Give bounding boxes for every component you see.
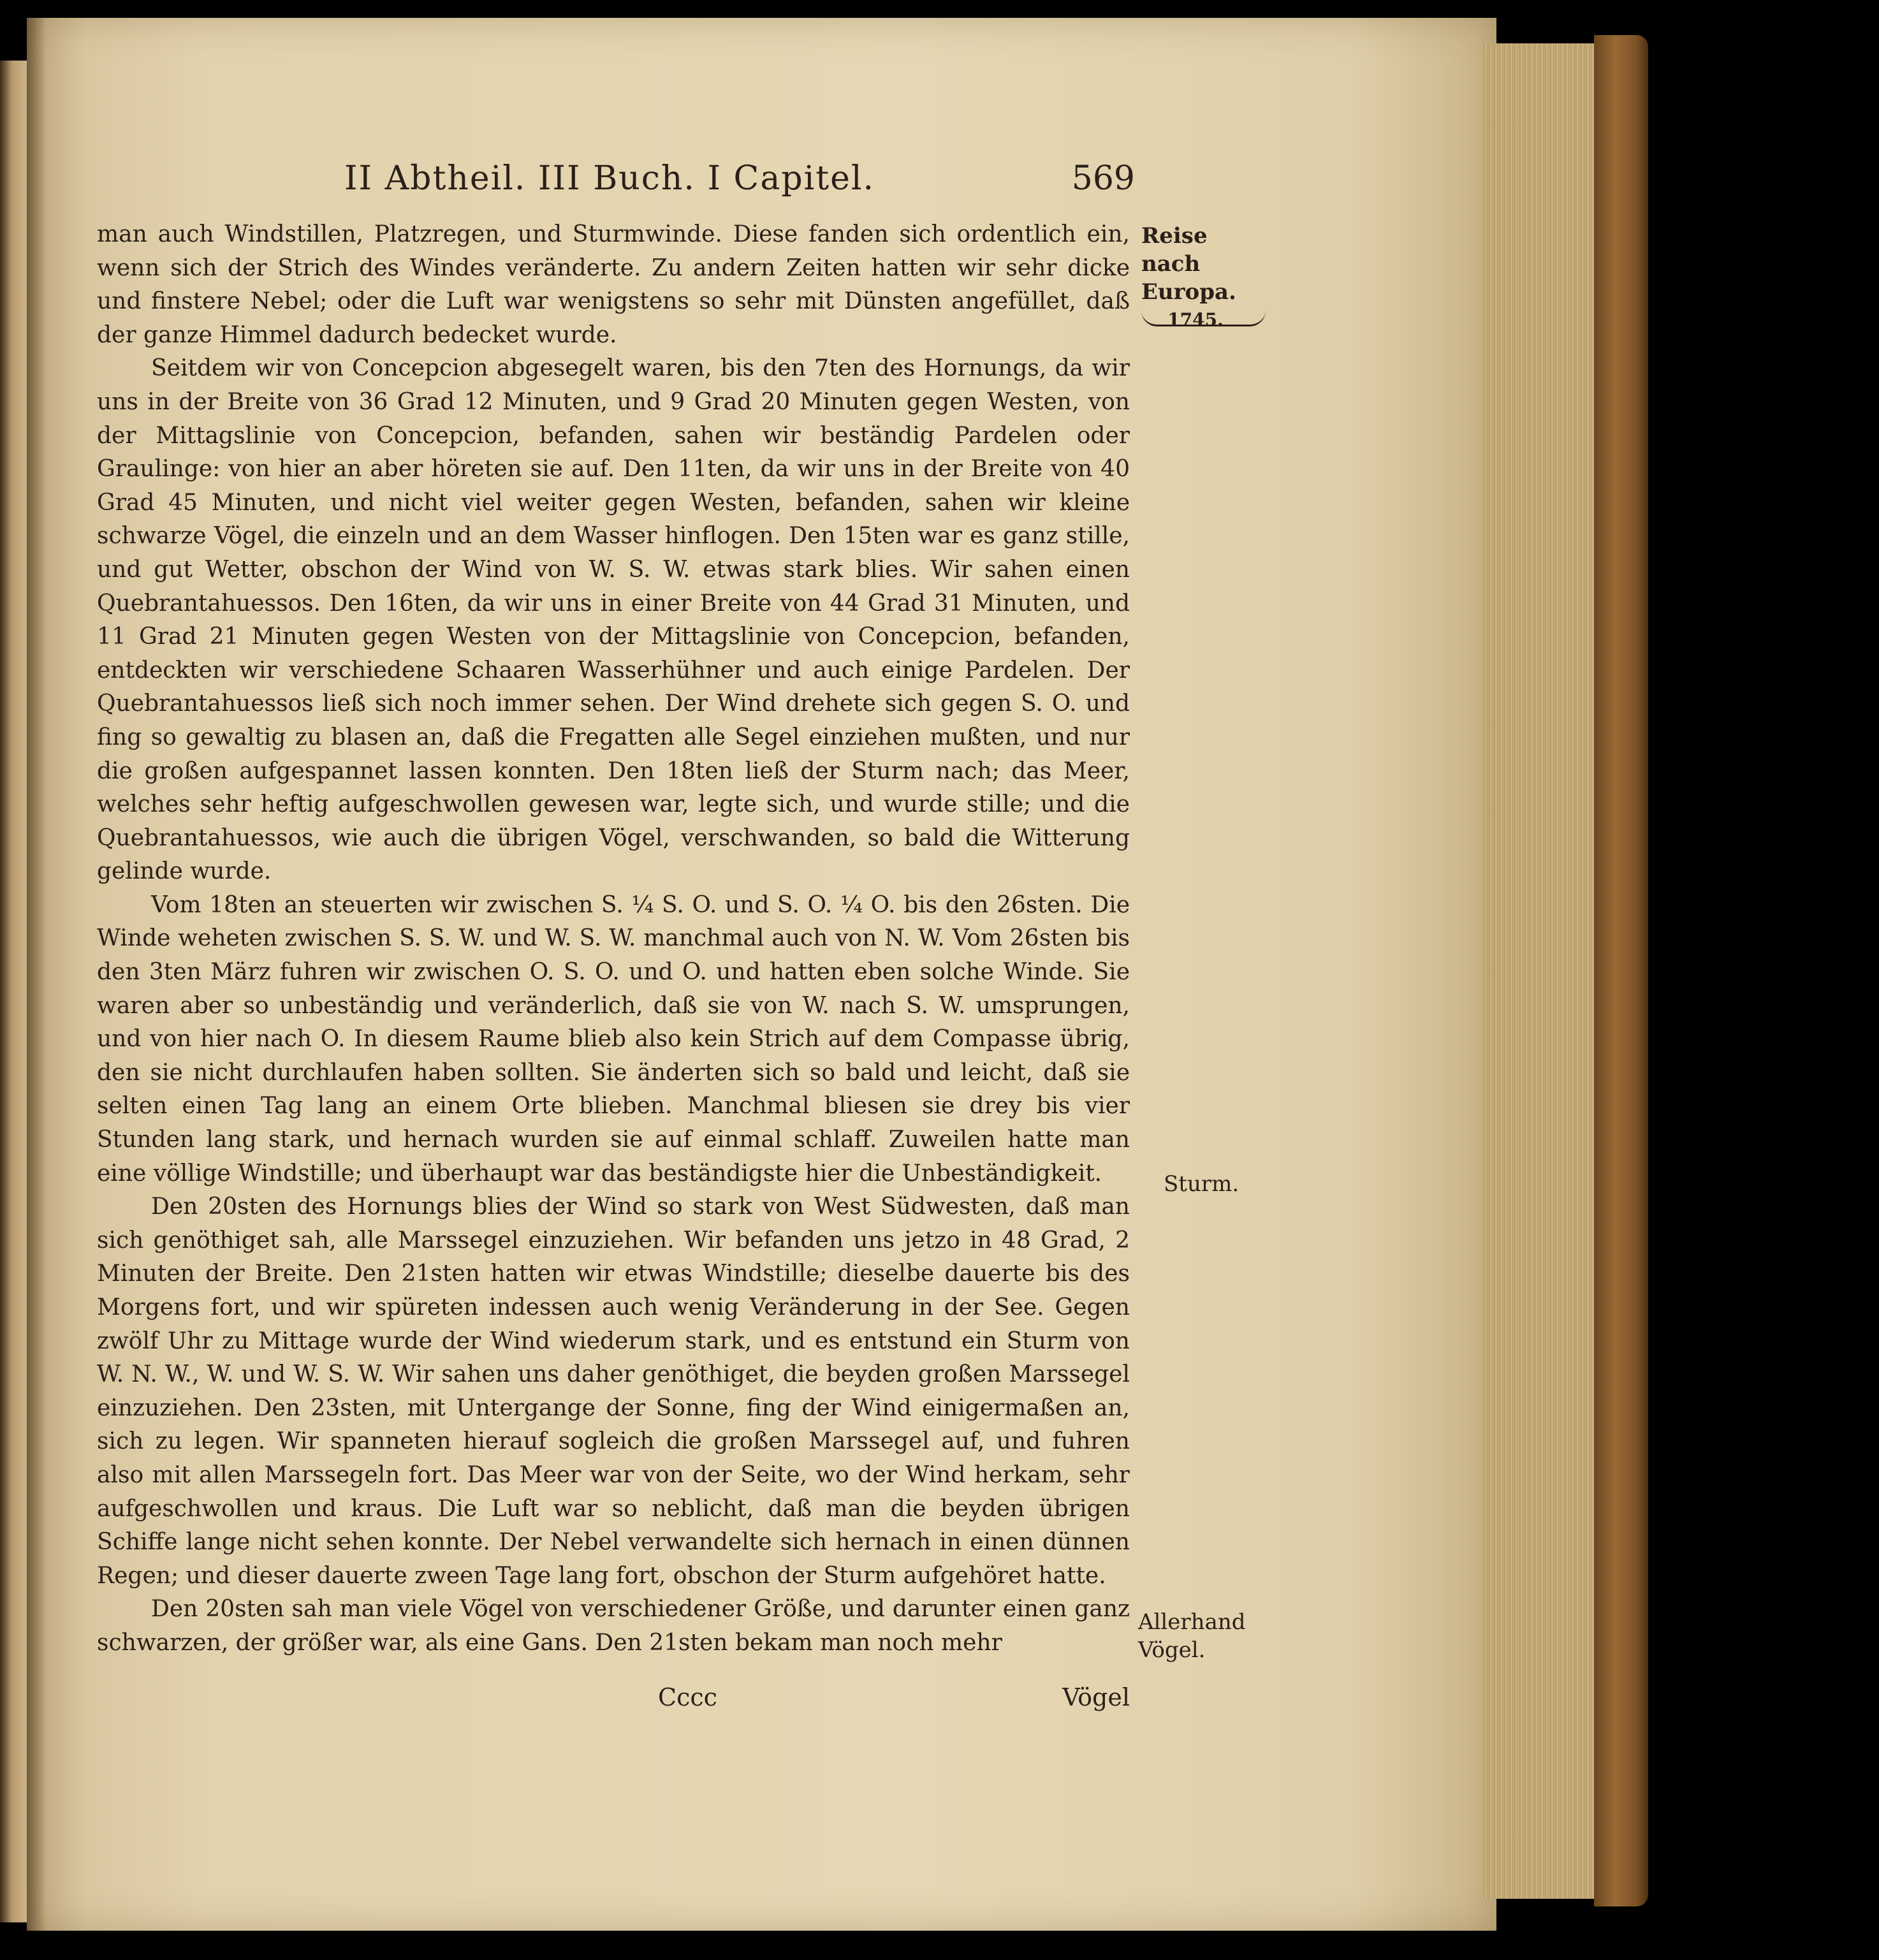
margin-note-reise-line2: Europa.: [1141, 279, 1236, 305]
facing-page-edge: [0, 61, 27, 1922]
margin-brace: [1141, 311, 1266, 326]
running-title: II Abtheil. III Buch. I Capitel.: [344, 159, 875, 198]
margin-note-sturm: Sturm.: [1164, 1171, 1239, 1197]
main-text: [97, 218, 1130, 1660]
paragraph-4: Den 20sten des Hornungs blies der Wind so stark von West Südwesten, daß man sich genöthiget sah, alle Marssegel einzuziehen. Wir befanden uns jetzo in 48 Grad, 2 Minuten der Breite. Den 21sten hatten wir etwas Windstille; dieselbe dauerte bis des Morgens fort, und wir spüreten indessen auch wenig Veränderung in der See. Gegen zwölf Uhr zu Mittage wurde der Wind wiederum stark, und es entstund ein Sturm von W. N. W., W. und W. S. W. Wir sahen uns daher genöthiget, die beyden großen Marssegel einzuziehen. Den 23sten, mit Untergange der Sonne, fing der Wind einigermaßen an, sich zu legen. Wir spanneten hierauf sogleich die großen Marssegel auf, und fuhren also mit allen Marssegeln fort. Das Meer war von der Seite, wo der Wind herkam, sehr aufgeschwollen und kraus. Die Luft war so neblicht, daß man die beyden übrigen Schiffe lange nicht sehen konnte. Der Nebel verwandelte sich hernach in einen dünnen Regen; und dieser dauerte zween Tage lang fort, obschon der Sturm aufgehöret hatte.: [97, 1194, 1130, 1589]
paragraph-5: Den 20sten sah man viele Vögel von verschiedener Größe, und darunter einen ganz schwarzen, der größer war, als eine Gans. Den 21sten bekam man noch mehr: [97, 1596, 1130, 1656]
page-footer: [97, 1683, 1130, 1715]
book-cover-edge: [1594, 35, 1648, 1906]
margin-note-vogel: [1138, 1608, 1266, 1664]
margin-note-vogel-line2: Vögel.: [1138, 1637, 1206, 1663]
running-header: [344, 159, 1135, 204]
catchword: Vögel: [1062, 1683, 1130, 1711]
paragraph-1: man auch Windstillen, Platzregen, und Sturmwinde. Diese fanden sich ordentlich ein, wenn sich der Strich des Windes veränderte. Zu andern Zeiten hatten wir sehr dicke und finstere Nebel; oder die Luft war wenigstens so sehr mit Dünsten angefüllet, daß der ganze Himmel dadurch bedecket wurde.: [97, 221, 1130, 348]
paragraph-2: Seitdem wir von Concepcion abgesegelt waren, bis den 7ten des Hornungs, da wir uns in der Breite von 36 Grad 12 Minuten, und 9 Grad 20 Minuten gegen Westen, von der Mittagslinie von Concepcion, befanden, sahen wir beständig Pardelen oder Graulinge: von hier an aber höreten sie auf. Den 11ten, da wir uns in der Breite von 40 Grad 45 Minuten, und nicht viel weiter gegen Westen, befanden, sahen wir kleine schwarze Vögel, die einzeln und an dem Wasser hinflogen. Den 15ten war es ganz stille, und gut Wetter, obschon der Wind von W. S. W. etwas stark blies. Wir sahen einen Quebrantahuessos. Den 16ten, da wir uns in einer Breite von 44 Grad 31 Minuten, und 11 Grad 21 Minuten gegen Westen von der Mittagslinie von Concepcion, befanden, entdeckten wir verschiedene Schaaren Wasserhühner und auch einige Pardelen. Der Quebrantahuessos ließ sich noch immer sehen. Der Wind drehete sich gegen S. O. und fing so gewaltig zu blasen an, daß die Fregatten alle Segel einziehen mußten, und nur die großen aufgespannet lassen konnten. Den 18ten ließ der Sturm nach; das Meer, welches sehr heftig aufgeschwollen gewesen war, legte sich, und wurde stille; und die Quebrantahuessos, wie auch die übrigen Vögel, verschwanden, so bald die Witterung gelinde wurde.: [97, 355, 1130, 885]
margin-note-reise-line1: Reise nach: [1141, 223, 1208, 277]
page-fore-edge: [1482, 43, 1604, 1899]
page-gutter-shadow: [27, 18, 46, 1931]
margin-note-vogel-line1: Allerhand: [1138, 1609, 1246, 1635]
signature-mark: Cccc: [658, 1683, 717, 1711]
margin-note-year: 1745.: [1167, 309, 1224, 330]
paragraph-3: Vom 18ten an steuerten wir zwischen S. ¼ S. O. und S. O. ¼ O. bis den 26sten. Die Winde weheten zwischen S. S. W. und W. S. W. manchmal auch von N. W. Vom 26sten bis den 3ten März fuhren wir zwischen O. S. O. und O. und hatten eben solche Winde. Sie waren aber so unbeständig und veränderlich, daß sie von W. nach S. W. umsprungen, und von hier nach O. In diesem Raume blieb also kein Strich auf dem Compasse übrig, den sie nicht durchlaufen haben sollten. Sie änderten sich so bald und leicht, daß sie selten einen Tag lang an einem Orte blieben. Manchmal bliesen sie drey bis vier Stunden lang stark, und hernach wurden sie auf einmal schlaff. Zuweilen hatte man eine völlige Windstille; und überhaupt war das beständigste hier die Unbeständigkeit.: [97, 891, 1130, 1187]
page-number: 569: [1071, 159, 1135, 198]
